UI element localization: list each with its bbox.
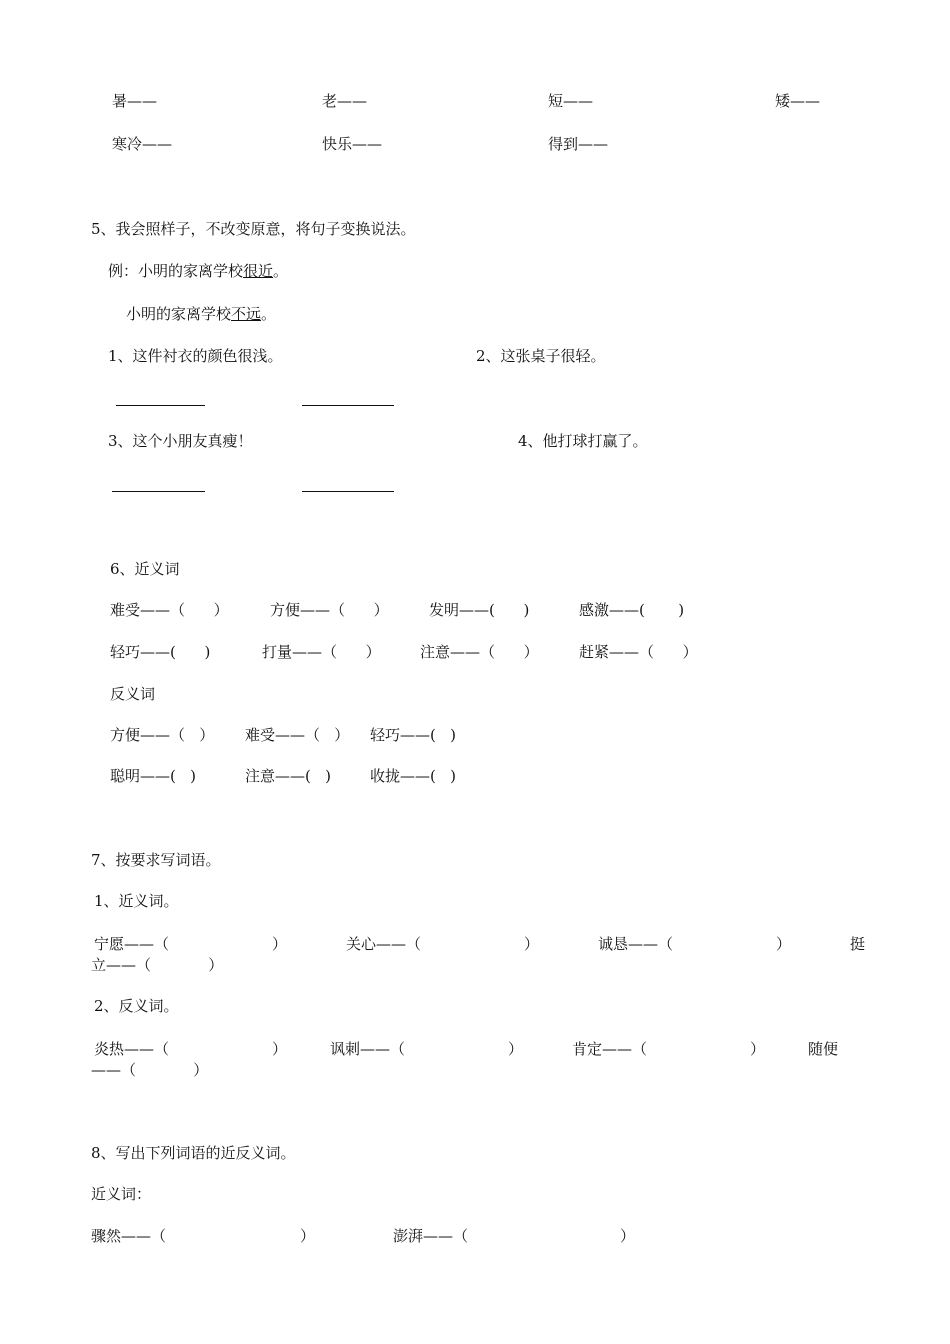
exercise-item: 4、他打球打赢了。 [518, 432, 648, 450]
word-blank[interactable]: 感激——( ) [579, 601, 685, 619]
word-blank[interactable]: 挺 [850, 935, 866, 953]
word-blank[interactable]: 注意——（ ） [420, 643, 539, 661]
exercise-item: 1、这件衬衣的颜色很浅。 [108, 347, 283, 365]
answer-line[interactable] [116, 405, 205, 406]
word-item: 矮—— [775, 92, 821, 110]
word-blank[interactable]: 随便 [808, 1040, 839, 1058]
word-blank[interactable]: 聪明——( ) [110, 767, 197, 785]
word-item: 寒冷—— [112, 135, 173, 153]
word-blank[interactable]: 炎热——（ [94, 1040, 170, 1058]
answer-line[interactable] [112, 491, 205, 492]
word-blank[interactable]: 骤然——（ [91, 1227, 167, 1245]
example-text: 。 [261, 305, 277, 323]
word-blank[interactable]: 方便——（ ） [110, 726, 215, 744]
subsection-heading: 反义词 [110, 685, 156, 703]
word-blank[interactable]: 立——（ ） [91, 956, 224, 974]
example-underlined: 很近 [243, 262, 274, 280]
section-heading: 6、近义词 [110, 560, 180, 578]
word-blank[interactable]: 打量——（ ） [262, 643, 381, 661]
word-item: 短—— [548, 92, 594, 110]
word-blank[interactable]: 肯定——（ [572, 1040, 648, 1058]
word-blank[interactable]: 发明——( ) [429, 601, 530, 619]
word-blank[interactable]: ——（ ） [91, 1061, 209, 1079]
blank-close: ） [776, 935, 792, 953]
section-heading: 8、写出下列词语的近反义词。 [91, 1144, 296, 1162]
subsection-heading: 1、近义词。 [94, 892, 179, 910]
section-heading: 7、按要求写词语。 [91, 851, 221, 869]
example-text: 。 [273, 262, 289, 280]
example-text: 例：小明的家离学校 [108, 262, 244, 280]
answer-line[interactable] [302, 405, 394, 406]
word-blank[interactable]: 关心——（ [346, 935, 422, 953]
blank-close: ） [750, 1040, 766, 1058]
word-blank[interactable]: 轻巧——( ) [110, 643, 211, 661]
word-blank[interactable]: 方便——（ ） [270, 601, 389, 619]
subsection-heading: 近义词： [91, 1185, 152, 1203]
example-sentence [108, 262, 288, 280]
section-heading: 5、我会照样子，不改变原意，将句子变换说法。 [91, 220, 416, 238]
word-blank[interactable]: 难受——（ ） [110, 601, 229, 619]
word-blank[interactable]: 诚恳——（ [598, 935, 674, 953]
word-blank[interactable]: 赶紧——（ ） [579, 643, 698, 661]
exercise-item: 3、这个小朋友真瘦！ [108, 432, 253, 450]
blank-close: ） [272, 935, 288, 953]
word-item: 老—— [322, 92, 368, 110]
word-item: 暑—— [112, 92, 158, 110]
example-underlined: 不远 [231, 305, 262, 323]
example-text: 小明的家离学校 [126, 305, 232, 323]
word-blank[interactable]: 宁愿——（ [94, 935, 170, 953]
word-blank[interactable]: 收拢——( ) [370, 767, 457, 785]
blank-close: ） [524, 935, 540, 953]
word-blank[interactable]: 注意——( ) [245, 767, 332, 785]
example-answer [126, 305, 276, 323]
word-blank[interactable]: 轻巧——( ) [370, 726, 457, 744]
word-blank[interactable]: 难受——（ ） [245, 726, 350, 744]
word-blank[interactable]: 澎湃——（ [393, 1227, 469, 1245]
exercise-item: 2、这张桌子很轻。 [476, 347, 606, 365]
answer-line[interactable] [302, 491, 394, 492]
word-item: 得到—— [548, 135, 609, 153]
word-item: 快乐—— [322, 135, 383, 153]
blank-close: ） [300, 1227, 316, 1245]
blank-close: ） [272, 1040, 288, 1058]
subsection-heading: 2、反义词。 [94, 997, 179, 1015]
word-blank[interactable]: 讽刺——（ [330, 1040, 406, 1058]
blank-close: ） [508, 1040, 524, 1058]
blank-close: ） [620, 1227, 636, 1245]
